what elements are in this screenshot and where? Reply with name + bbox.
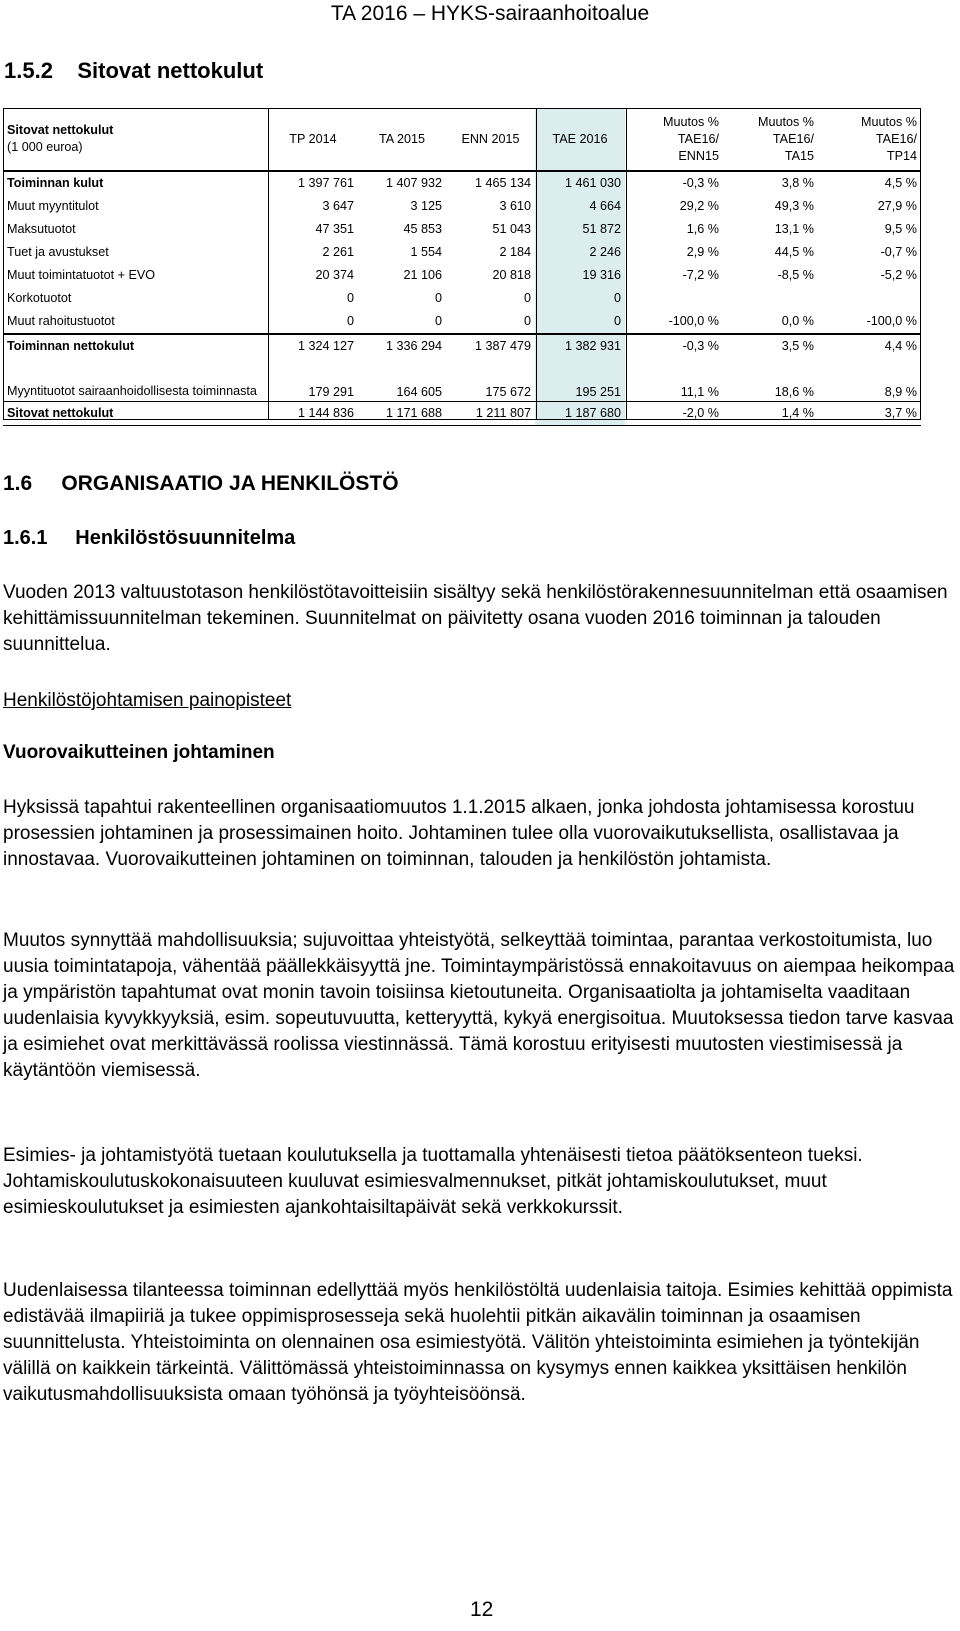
cell-ta2015: 1 336 294 xyxy=(358,334,446,358)
table-row-total xyxy=(3,402,921,426)
cell-muutos-ta15: 18,6 % xyxy=(774,385,814,399)
cell-muutos-ta15: 44,5 % xyxy=(774,245,814,259)
cell-enn2015: 20 818 xyxy=(492,268,531,282)
cell-muutos-ta15: 0,0 % xyxy=(781,314,814,328)
cell-tae2016: 19 316 xyxy=(535,264,625,287)
cell-tp2014: 47 351 xyxy=(315,222,354,236)
col-header-muutos-ta15 xyxy=(723,108,818,171)
cell-enn2015: 3 610 xyxy=(499,199,531,213)
cell-tp2014: 2 261 xyxy=(322,245,354,259)
cell-muutos-tp14 xyxy=(818,287,921,310)
cell-tae2016: 51 872 xyxy=(535,218,625,241)
cell-muutos-tp14: 9,5 % xyxy=(884,222,917,236)
paragraph: Esimies- ja johtamistyötä tuetaan koulutuksella ja tuottamalla yhtenäisesti tietoa päätöksenteon tueksi. Johtamiskoulutuskokonaisuuteen kuuluvat esimiesvalmennukset, pitkät johtamiskoulutukset, muut esimieskoulutukset ja esimiesten ajankohtaisiltapäivät sekä verkkokurssit. xyxy=(3,1145,863,1218)
paragraph: Uudenlaisessa tilanteessa toiminnan edellyttää myös henkilöstöltä uudenlaisia taitoja. Esimies kehittää oppimista edistävää ilmapiiriä ja tukee oppimisprosesseja sekä huolehtii pitkän aikavälin toiminnan ja osaamisen suunnittelusta. Yhteistoiminta on olennainen osa esimiestyötä. Välitön yhteistoiminta esimiehen ja työntekijän välillä on kaikkein tärkeintä. Välittömässä yhteistoiminnassa on kysymys ennen kaikkea yksittäisen henkilön vaikutusmahdollisuuksista omaan työhönsä ja työyhteisöönsä. xyxy=(3,1280,953,1405)
cell-tp2014: 0 xyxy=(346,291,354,305)
cell-muutos-enn15 xyxy=(625,287,723,310)
cell-enn2015: 0 xyxy=(523,291,531,305)
cell-ta2015: 3 125 xyxy=(410,199,442,213)
paragraph: Hyksissä tapahtui rakenteellinen organisaatiomuutos 1.1.2015 alkaen, jonka johdosta johtamisessa korostuu prosessien johtaminen ja prosessimainen hoito. Johtaminen tulee olla vuorovaikutuksellista, osallistavaa ja innostavaa. Vuorovaikutteinen johtaminen on toiminnan, talouden ja henkilöstön johtamista. xyxy=(3,797,915,870)
header-line: Muutos % xyxy=(663,114,719,129)
cell-muutos-tp14: 4,4 % xyxy=(818,334,921,358)
table-row xyxy=(3,218,921,241)
cell-muutos-enn15: 11,1 % xyxy=(680,385,719,399)
running-header: TA 2016 – HYKS-sairaanhoitoalue xyxy=(330,2,650,25)
cell-ta2015: 1 407 932 xyxy=(358,171,446,195)
cell-muutos-ta15: 13,1 % xyxy=(774,222,814,236)
cell-muutos-tp14: 3,7 % xyxy=(818,402,921,426)
cell-muutos-ta15: 3,8 % xyxy=(723,171,818,195)
header-line: TAE16/ xyxy=(772,131,814,146)
row-label: Maksutuotot xyxy=(7,222,76,236)
cell-tae2016: 0 xyxy=(535,310,625,334)
table-row xyxy=(3,171,921,195)
cell-muutos-enn15: -0,3 % xyxy=(625,171,723,195)
table-divider xyxy=(536,108,537,420)
cell-muutos-tp14: -5,2 % xyxy=(880,268,917,282)
cell-muutos-ta15: 3,5 % xyxy=(723,334,818,358)
cell-tae2016: 2 246 xyxy=(535,241,625,264)
table-row xyxy=(3,334,921,358)
page-number: 12 xyxy=(470,1598,494,1621)
cell-ta2015: 164 605 xyxy=(396,385,442,399)
cell-tp2014: 3 647 xyxy=(322,199,354,213)
cell-tae2016: 1 187 680 xyxy=(535,402,625,426)
col-header-tp2014: TP 2014 xyxy=(289,131,337,146)
row-label: Myyntituotot sairaanhoidollisesta toiminnasta xyxy=(7,384,257,398)
header-line: TP14 xyxy=(886,148,917,163)
cell-muutos-enn15: 29,2 % xyxy=(679,199,719,213)
cell-tae2016: 4 664 xyxy=(535,195,625,218)
header-line: ENN15 xyxy=(678,148,719,163)
col-header-tae2016: TAE 2016 xyxy=(535,108,625,171)
cell-tp2014: 1 324 127 xyxy=(268,334,358,358)
link-heading: Henkilöstöjohtamisen painopisteet xyxy=(3,690,292,711)
paragraph: Muutos synnyttää mahdollisuuksia; sujuvoittaa yhteistyötä, selkeyttää toimintaa, parantaa verkostoitumista, luo uusia toimintatapoja, vähentää päällekkäisyyttä jne. Toimintaympäristössä ennakoitavuus on aiempaa heikompaa ja ympäristön tapahtumat ovat monin tavoin toisiinsa kietoutuneita. Organisaatiolta ja johtamiselta vaaditaan uudenlaisia kyvykkyyksiä, esim. sopeutuvuutta, ketteryyttä, kykyä energisoitua. Muutoksessa tiedon tarve kasvaa ja esimiehet ovat merkittävässä roolissa viestinnässä. Tämä korostuu erityisesti muutosten viestimisessä ja käytäntöön viemisessä. xyxy=(3,930,955,1081)
row-label: Toiminnan kulut xyxy=(3,171,268,195)
cell-muutos-tp14: -100,0 % xyxy=(866,314,917,328)
cell-muutos-tp14: 27,9 % xyxy=(877,199,917,213)
col-header-enn2015: ENN 2015 xyxy=(461,131,520,146)
row-label: Tuet ja avustukset xyxy=(7,245,109,259)
table-row xyxy=(3,358,921,402)
table-divider xyxy=(268,108,269,420)
cell-tp2014: 1 144 836 xyxy=(268,402,358,426)
cell-muutos-enn15: -7,2 % xyxy=(682,268,719,282)
cell-ta2015: 21 106 xyxy=(403,268,442,282)
cell-muutos-tp14: -0,7 % xyxy=(880,245,917,259)
paragraph: Vuoden 2013 valtuustotason henkilöstötavoitteisiin sisältyy sekä henkilöstörakennesuunnitelman että osaamisen kehittämissuunnitelman tekeminen. Suunnitelmat on päivitetty osana vuoden 2016 toiminnan ja talouden suunnittelua. xyxy=(3,582,948,655)
cell-enn2015: 175 672 xyxy=(485,385,531,399)
cell-enn2015: 51 043 xyxy=(492,222,531,236)
cell-enn2015: 1 211 807 xyxy=(446,402,535,426)
table-header-row xyxy=(3,108,921,171)
cell-enn2015: 0 xyxy=(523,314,531,328)
cell-tae2016: 0 xyxy=(535,287,625,310)
cell-ta2015: 45 853 xyxy=(403,222,442,236)
cell-tp2014: 0 xyxy=(346,314,354,328)
subheading: Vuorovaikutteinen johtaminen xyxy=(3,742,275,763)
cell-enn2015: 1 465 134 xyxy=(446,171,535,195)
cell-tp2014: 1 397 761 xyxy=(268,171,358,195)
table-row xyxy=(3,241,921,264)
table-row xyxy=(3,195,921,218)
row-label: Sitovat nettokulut xyxy=(3,402,268,426)
section-title-organisaatio: 1.6 ORGANISAATIO JA HENKILÖSTÖ xyxy=(3,472,399,495)
row-label: Korkotuotot xyxy=(7,291,72,305)
table-row xyxy=(3,264,921,287)
col-header-muutos-tp14 xyxy=(818,108,921,171)
cell-ta2015: 0 xyxy=(434,291,442,305)
col-header-muutos-enn15 xyxy=(625,108,723,171)
cell-enn2015: 2 184 xyxy=(499,245,531,259)
header-line: TAE16/ xyxy=(677,131,719,146)
cell-tae2016: 1 382 931 xyxy=(535,334,625,358)
cell-muutos-tp14: 8,9 % xyxy=(884,385,917,399)
table-corner-label xyxy=(3,108,268,171)
cell-muutos-ta15: 49,3 % xyxy=(774,199,814,213)
table-row xyxy=(3,310,921,334)
sitovat-nettokulut-table xyxy=(3,108,921,426)
table-divider xyxy=(626,108,627,420)
cell-muutos-ta15: 1,4 % xyxy=(723,402,818,426)
cell-muutos-ta15: -8,5 % xyxy=(777,268,814,282)
cell-tae2016: 1 461 030 xyxy=(535,171,625,195)
header-line: Muutos % xyxy=(861,114,917,129)
cell-tae2016: 195 251 xyxy=(535,358,625,402)
cell-muutos-enn15: 2,9 % xyxy=(686,245,719,259)
row-label: Muut toimintatuotot + EVO xyxy=(7,268,156,282)
section-title-henkilostosuunnitelma: 1.6.1 Henkilöstösuunnitelma xyxy=(3,527,296,549)
row-label: Toiminnan nettokulut xyxy=(3,334,268,358)
cell-muutos-enn15: -0,3 % xyxy=(625,334,723,358)
cell-enn2015: 1 387 479 xyxy=(446,334,535,358)
cell-muutos-enn15: -100,0 % xyxy=(668,314,719,328)
cell-muutos-enn15: 1,6 % xyxy=(686,222,719,236)
cell-ta2015: 1 171 688 xyxy=(358,402,446,426)
table-row xyxy=(3,287,921,310)
corner-line-2: (1 000 euroa) xyxy=(7,140,83,154)
corner-line-1: Sitovat nettokulut xyxy=(7,123,114,137)
header-line: Muutos % xyxy=(758,114,814,129)
section-title-sitovat-nettokulut: 1.5.2 Sitovat nettokulut xyxy=(4,58,264,83)
header-line: TAE16/ xyxy=(875,131,917,146)
cell-muutos-enn15: -2,0 % xyxy=(625,402,723,426)
cell-muutos-tp14: 4,5 % xyxy=(818,171,921,195)
header-line: TA15 xyxy=(784,148,814,163)
cell-ta2015: 1 554 xyxy=(410,245,442,259)
cell-tp2014: 179 291 xyxy=(308,385,354,399)
row-label: Muut myyntitulot xyxy=(7,199,99,213)
cell-tp2014: 20 374 xyxy=(315,268,354,282)
cell-ta2015: 0 xyxy=(434,314,442,328)
col-header-ta2015: TA 2015 xyxy=(379,131,425,146)
row-label: Muut rahoitustuotot xyxy=(7,314,115,328)
cell-muutos-ta15 xyxy=(723,287,818,310)
